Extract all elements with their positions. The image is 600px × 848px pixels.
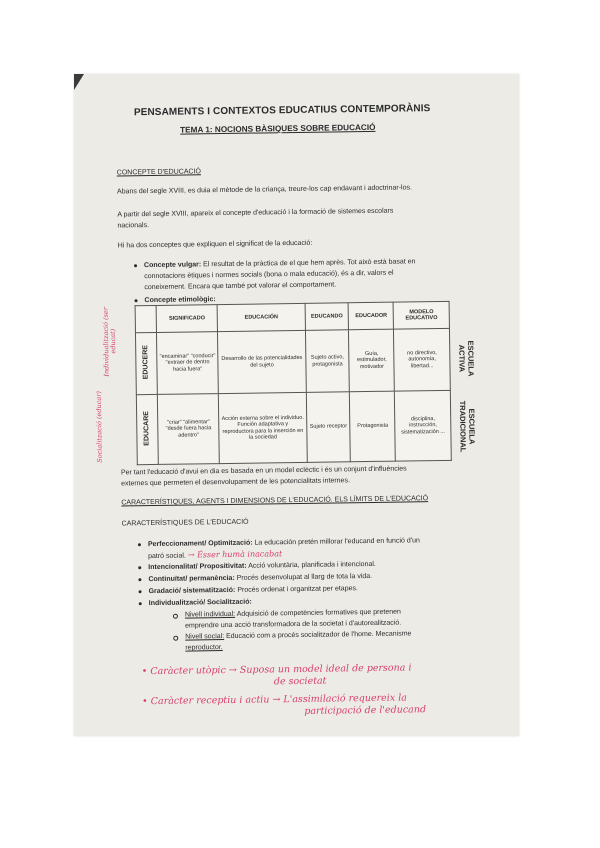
feature-text: patró social. — [148, 552, 186, 561]
row-label-cell — [135, 332, 157, 394]
feature-label: Gradació/ sistematització: — [148, 586, 236, 596]
table-cell: no directivo, autonomía, libertad... — [394, 328, 450, 391]
feature-individualitzacio: Individualització/ Socialització: — [148, 598, 252, 608]
table-row — [135, 328, 450, 394]
header-significado: SIGNIFICADO — [156, 305, 218, 333]
characteristics-subheading: CARACTERÍSTIQUES DE L'EDUCACIÓ — [121, 518, 249, 528]
bullet-dot — [138, 578, 141, 581]
table-cell: "criar" "alimentar" "desde fuera hacia adentro" — [157, 394, 219, 465]
handwritten-annotation: → Ésser humà inacabat — [187, 549, 283, 560]
etymological-concept-label: Concepte etimològic: — [144, 296, 216, 305]
sub-bullet-circle — [173, 636, 178, 641]
conclusion-line1: Per tant l'educació d'avui en dia es basada en un model eclèctic i és un conjunt d'influències — [120, 465, 407, 477]
handwritten-note-utopic: • Caràcter utòpic → Suposa un model ideal de persona i — [141, 662, 412, 678]
vulgar-concept-text: El resultat de la pràctica de el que hem après. Tot això està basat en — [201, 258, 416, 269]
document-page — [74, 74, 519, 736]
table-cell: Sujeto activo, protagonista — [305, 330, 350, 393]
bullet-dot — [134, 264, 137, 267]
document-title: PENSAMENTS I CONTEXTOS EDUCATIUS CONTEMPORÀNIS — [133, 103, 431, 119]
paragraph-xviii-line1: A partir del segle XVIII, apareix el concepte d'educació i la formació de sistemes escolars — [117, 207, 394, 219]
feature-label: Perfeccionament/ Optimització: — [147, 539, 253, 549]
vulgar-concept-line2: connotacions ètiques i normes socials (bona o mala educació), és a dir, valors el — [144, 269, 394, 281]
header-educando: EDUCANDO — [305, 303, 349, 331]
level-individual-line2: emprendre una acció transformadora de la societat i d'autorealització. — [185, 619, 402, 630]
level-text: Educació com a procés socialitzador de l'home. Mecanisme — [224, 630, 412, 641]
feature-perfeccionament — [148, 535, 420, 550]
vulgar-concept-line3: coneixement. Encara que també pot valorar el comportament. — [144, 281, 337, 292]
feature-label: Continuïtat/ permanència: — [148, 574, 235, 584]
paragraph-two-concepts: Hi ha dos conceptes que expliquen el significat de la educació: — [117, 239, 313, 250]
bullet-dot — [139, 602, 142, 605]
handwritten-note-utopic-line2: de societat — [273, 675, 327, 688]
concept-heading: CONCEPTE D'EDUCACIÓ — [116, 168, 201, 177]
table-corner-cell — [135, 305, 156, 332]
table-cell: Sujeto receptor — [306, 392, 351, 463]
table-cell: Protagonista — [350, 391, 396, 462]
level-text: Adquisició de competències formatives que pretenen — [235, 608, 401, 618]
section-characteristics-heading: CARACTERÍSTIQUES, AGENTS I DIMENSIONS DE L'EDUCACIÓ. ELS LÍMITS DE L'EDUCACIÓ — [121, 495, 429, 507]
table-cell: Acción externa sobre el individuo. Función adaptativa y reproductora para la inserción en la sociedad — [219, 392, 307, 463]
bullet-dot — [139, 590, 142, 593]
header-educador: EDUCADOR — [349, 302, 394, 330]
sub-bullet-circle — [173, 614, 178, 619]
paragraph-before-xviii: Abans del segle XVIII, es duia el mètode de la criança, treure-los cap endavant i adoctrinar-los. — [116, 184, 412, 196]
level-social — [185, 628, 411, 642]
feature-gradacio — [149, 583, 358, 597]
table-row — [136, 390, 451, 464]
row-label-educere: EDUCERE — [141, 345, 150, 380]
etymology-table — [135, 301, 452, 465]
conclusion-line2: externes que permeten el desenvolupament de les potencialitats internes. — [121, 477, 350, 488]
feature-text: La educación pretén millorar l'educand en funció d'un — [252, 537, 420, 547]
side-label-escuela-tradicional: ESCUELA TRADICIONAL — [457, 400, 477, 453]
table-cell: Desarrollo de las potencialidades del sujeto — [218, 330, 306, 393]
side-label-escuela-activa: ESCUELA ACTIVA — [457, 340, 476, 377]
handwritten-note-receptive: • Caràcter receptiu i actiu → L'assimilació requereix la — [142, 692, 407, 708]
row-label-cell — [136, 394, 158, 464]
table-cell: disciplina, instrucción, sistematización ... — [395, 390, 452, 461]
level-label: Nivell social: — [185, 633, 225, 641]
feature-label: Intencionalitat/ Propositivitat: — [148, 562, 247, 572]
feature-text: Procés desenvolupat al llarg de tota la vida. — [234, 572, 373, 582]
bullet-dot — [138, 543, 141, 546]
page-content — [74, 74, 519, 736]
vulgar-concept-label: Concepte vulgar: — [143, 261, 202, 270]
margin-note-socialization: Socialització (educar) — [94, 390, 104, 463]
bullet-dot — [135, 299, 138, 302]
handwritten-note-receptive-line2: participació de l'educand — [304, 704, 427, 717]
bullet-dot — [138, 566, 141, 569]
level-label: Nivell individual: — [184, 610, 236, 619]
paragraph-xviii-line2: nacionals. — [117, 222, 150, 230]
feature-text: Procés ordenat i organitzat per etapes. — [235, 585, 358, 594]
header-educacion: EDUCACIÓN — [217, 303, 305, 331]
margin-note-individualization: Individualització (ser educat) — [101, 306, 118, 377]
table-cell: Guía, estimulador, motivador — [349, 329, 395, 392]
feature-text: Acció voluntària, planificada i intencional. — [246, 560, 376, 570]
table-cell: "encaminar" "conducir" "extraer de dentro hacia fuera" — [156, 332, 218, 395]
level-social-line2: reproductor. — [185, 644, 223, 652]
header-modelo-educativo: MODELO EDUCATIVO — [393, 301, 449, 329]
row-label-educare: EDUCARE — [142, 411, 151, 446]
document-subtitle: TEMA 1: NOCIONS BÀSIQUES SOBRE EDUCACIÓ — [180, 122, 376, 135]
